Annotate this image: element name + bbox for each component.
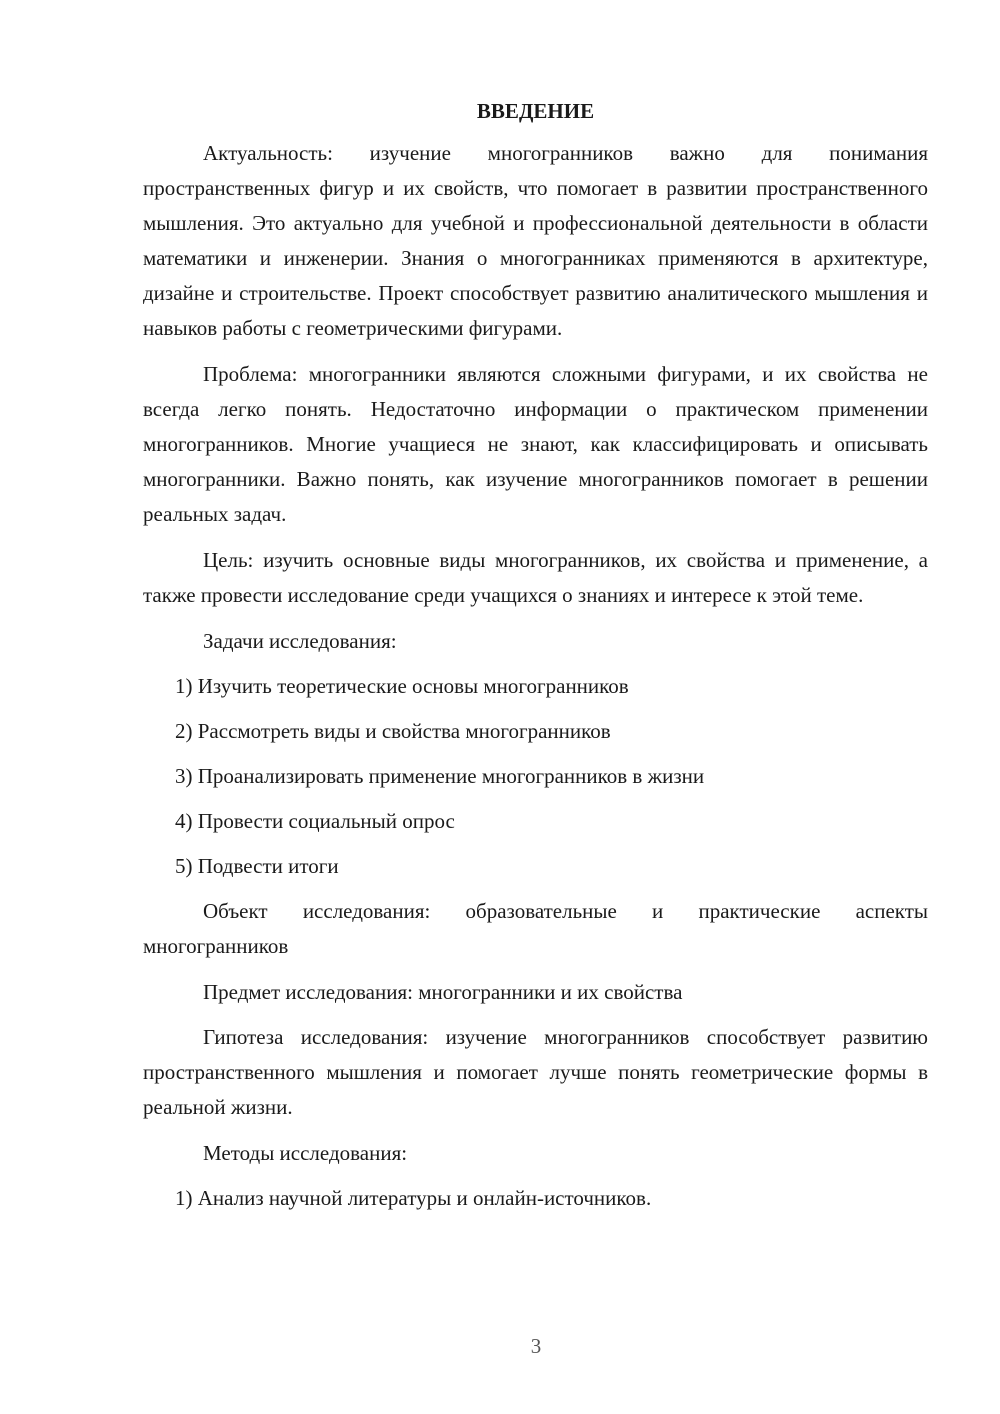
- list-item: 1) Изучить теоретические основы многогранников: [175, 674, 629, 698]
- paragraph-hypothesis: Гипотеза исследования: изучение многогранников способствует развитию пространственного мышления и помогает лучше понять геометрические формы в реальной жизни.: [143, 1025, 928, 1119]
- document-page: [143, 96, 928, 1226]
- paragraph-relevance: Актуальность: изучение многогранников важно для понимания пространственных фигур и их свойств, что помогает в развитии пространственного мышления. Это актуально для учебной и профессиональной деятельности в области математики и инженерии. Знания о многогранниках применяются в архитектуре, дизайне и строительстве. Проект способствует развитию аналитического мышления и навыков работы с геометрическими фигурами.: [143, 141, 928, 340]
- paragraph-subject: Предмет исследования: многогранники и их свойства: [203, 980, 683, 1004]
- list-item: 4) Провести социальный опрос: [175, 809, 455, 833]
- section-title: ВВЕДЕНИЕ: [476, 99, 595, 123]
- methods-list: [143, 1181, 928, 1216]
- tasks-list: [143, 669, 928, 884]
- methods-heading: Методы исследования:: [203, 1141, 408, 1165]
- paragraph-object: Объект исследования: образовательные и практические аспекты многогранников: [143, 899, 928, 958]
- paragraph-goal: Цель: изучить основные виды многогранников, их свойства и применение, а также провести исследование среди учащихся о знаниях и интересе к этой теме.: [143, 548, 928, 607]
- list-item: 1) Анализ научной литературы и онлайн-источников.: [175, 1186, 652, 1210]
- list-item: 2) Рассмотреть виды и свойства многогранников: [175, 719, 611, 743]
- page-number: 3: [530, 1334, 542, 1358]
- list-item: 5) Подвести итоги: [175, 854, 339, 878]
- tasks-heading: Задачи исследования:: [203, 629, 397, 653]
- paragraph-problem: Проблема: многогранники являются сложными фигурами, и их свойства не всегда легко понять. Недостаточно информации о практическом применении многогранников. Многие учащиеся не знают, как классифицировать и описывать многогранники. Важно понять, как изучение многогранников помогает в решении реальных задач.: [143, 362, 928, 526]
- list-item: 3) Проанализировать применение многогранников в жизни: [175, 764, 705, 788]
